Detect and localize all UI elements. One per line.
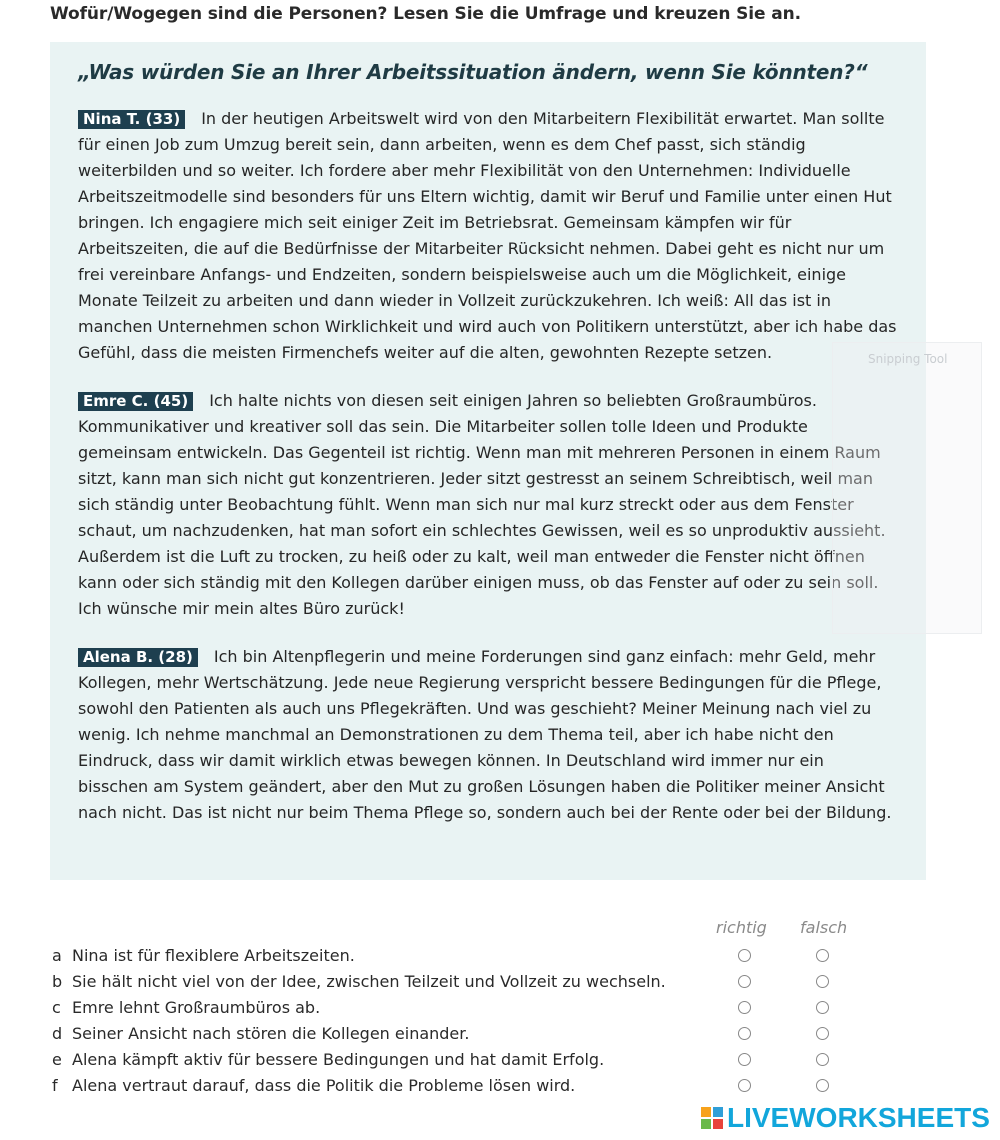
item-letter: a xyxy=(52,946,62,965)
statement-alena xyxy=(78,644,898,826)
quiz-item-d xyxy=(50,1024,950,1050)
item-letter: d xyxy=(52,1024,63,1043)
column-header-falsch: falsch xyxy=(800,918,848,937)
column-header-richtig: richtig xyxy=(716,918,767,937)
statement-emre xyxy=(78,388,898,622)
name-tag: Alena B. (28) xyxy=(78,648,198,667)
survey-title: „Was würden Sie an Ihrer Arbeitssituation ändern, wenn Sie könnten?“ xyxy=(78,60,868,84)
radio-falsch[interactable] xyxy=(816,975,829,988)
snipping-tool-overlay xyxy=(832,342,982,634)
radio-falsch[interactable] xyxy=(816,1079,829,1092)
quiz-item-b xyxy=(50,972,950,998)
radio-falsch[interactable] xyxy=(816,1027,829,1040)
radio-richtig[interactable] xyxy=(738,975,751,988)
item-text: Alena kämpft aktiv für bessere Bedingungen und hat damit Erfolg. xyxy=(72,1050,605,1069)
radio-richtig[interactable] xyxy=(738,1027,751,1040)
radio-richtig[interactable] xyxy=(738,949,751,962)
name-tag: Nina T. (33) xyxy=(78,110,185,129)
radio-richtig[interactable] xyxy=(738,1001,751,1014)
item-text: Emre lehnt Großraumbüros ab. xyxy=(72,998,321,1017)
name-tag: Emre C. (45) xyxy=(78,392,193,411)
item-letter: e xyxy=(52,1050,62,1069)
radio-falsch[interactable] xyxy=(816,1001,829,1014)
quiz-item-e xyxy=(50,1050,950,1076)
statement-text: In der heutigen Arbeitswelt wird von den Mitarbeitern Flexibilität erwartet. Man sollte für einen Job zum Umzug bereit sein, dann arbeiten, wenn es dem Chef passt, sich ständig weiterbilden und so weiter. Ich fordere aber mehr Flexibilität von den Unternehmen: Individuelle Arbeitszeitmodelle sind besonders für uns Eltern wichtig, damit wir Beruf und Familie unter einen Hut bringen. Ich engagiere mich seit einiger Zeit im Betriebsrat. Gemeinsam kämpfen wir für Arbeitszeiten, die auf die Bedürfnisse der Mitarbeiter Rücksicht nehmen. Dabei geht es nicht nur um frei vereinbare Anfangs- und Endzeiten, sondern beispielsweise auch um die Möglichkeit, einige Monate Teilzeit zu arbeiten und dann wieder in Vollzeit zurückzukehren. Ich weiß: All das ist in manchen Unternehmen schon Wirklichkeit und wird auch von Politikern unterstützt, aber ich habe das Gefühl, dass die meisten Firmenchefs weiter auf die alten, gewohnten Rezepte setzen. xyxy=(78,109,897,362)
liveworksheets-brand xyxy=(700,1102,990,1134)
survey-box xyxy=(50,42,926,880)
item-text: Alena vertraut darauf, dass die Politik die Probleme lösen wird. xyxy=(72,1076,576,1095)
item-text: Sie hält nicht viel von der Idee, zwischen Teilzeit und Vollzeit zu wechseln. xyxy=(72,972,666,991)
statement-text: Ich halte nichts von diesen seit einigen Jahren so beliebten Großraumbüros. Kommunikativer und kreativer soll das sein. Die Mitarbeiter sollen tolle Ideen und Produkte gemeinsam entwickeln. Das Gegenteil ist richtig. Wenn man mit mehreren Personen in einem Raum sitzt, kann man sich nicht gut konzentrieren. Jeder sitzt gestresst an seinem Schreibtisch, weil man sich ständig unter Beobachtung fühlt. Wenn man sich nur mal kurz streckt oder aus dem Fenster schaut, um nachzudenken, hat man sofort ein schlechtes Gewissen, weil es so unproduktiv aussieht. Außerdem ist die Luft zu trocken, zu heiß oder zu kalt, weil man entweder die Fenster nicht öffnen kann oder sich ständig mit den Kollegen darüber einigen muss, ob das Fenster auf oder zu sein soll. Ich wünsche mir mein altes Büro zurück! xyxy=(78,391,886,618)
radio-richtig[interactable] xyxy=(738,1079,751,1092)
quiz-item-f xyxy=(50,1076,950,1102)
item-letter: c xyxy=(52,998,61,1017)
instruction-heading: Wofür/Wogegen sind die Personen? Lesen Sie die Umfrage und kreuzen Sie an. xyxy=(50,4,802,24)
statement-text: Ich bin Altenpflegerin und meine Forderungen sind ganz einfach: mehr Geld, mehr Kollegen, mehr Wertschätzung. Jede neue Regierung verspricht bessere Bedingungen für die Pflege, sowohl den Patienten als auch uns Pflegekräften. Und was geschieht? Meiner Meinung nach viel zu wenig. Ich nehme manchmal an Demonstrationen zu dem Thema teil, aber ich habe nicht den Eindruck, dass wir damit wirklich etwas bewegen können. In Deutschland wird immer nur ein bisschen am System geändert, aber den Mut zu großen Lösungen haben die Politiker meiner Ansicht nach nicht. Das ist nicht nur beim Thema Pflege so, sondern auch bei der Rente oder bei der Bildung. xyxy=(78,647,892,822)
liveworksheets-logo-icon xyxy=(700,1106,724,1130)
item-letter: f xyxy=(52,1076,58,1095)
radio-falsch[interactable] xyxy=(816,949,829,962)
brand-name: LIVEWORKSHEETS xyxy=(727,1102,990,1133)
item-letter: b xyxy=(52,972,63,991)
radio-falsch[interactable] xyxy=(816,1053,829,1066)
item-text: Seiner Ansicht nach stören die Kollegen einander. xyxy=(72,1024,470,1043)
quiz-item-c xyxy=(50,998,950,1024)
snipping-tool-label: Snipping Tool xyxy=(868,352,948,366)
quiz-item-a xyxy=(50,946,950,972)
item-text: Nina ist für flexiblere Arbeitszeiten. xyxy=(72,946,355,965)
radio-richtig[interactable] xyxy=(738,1053,751,1066)
statement-nina xyxy=(78,106,898,366)
